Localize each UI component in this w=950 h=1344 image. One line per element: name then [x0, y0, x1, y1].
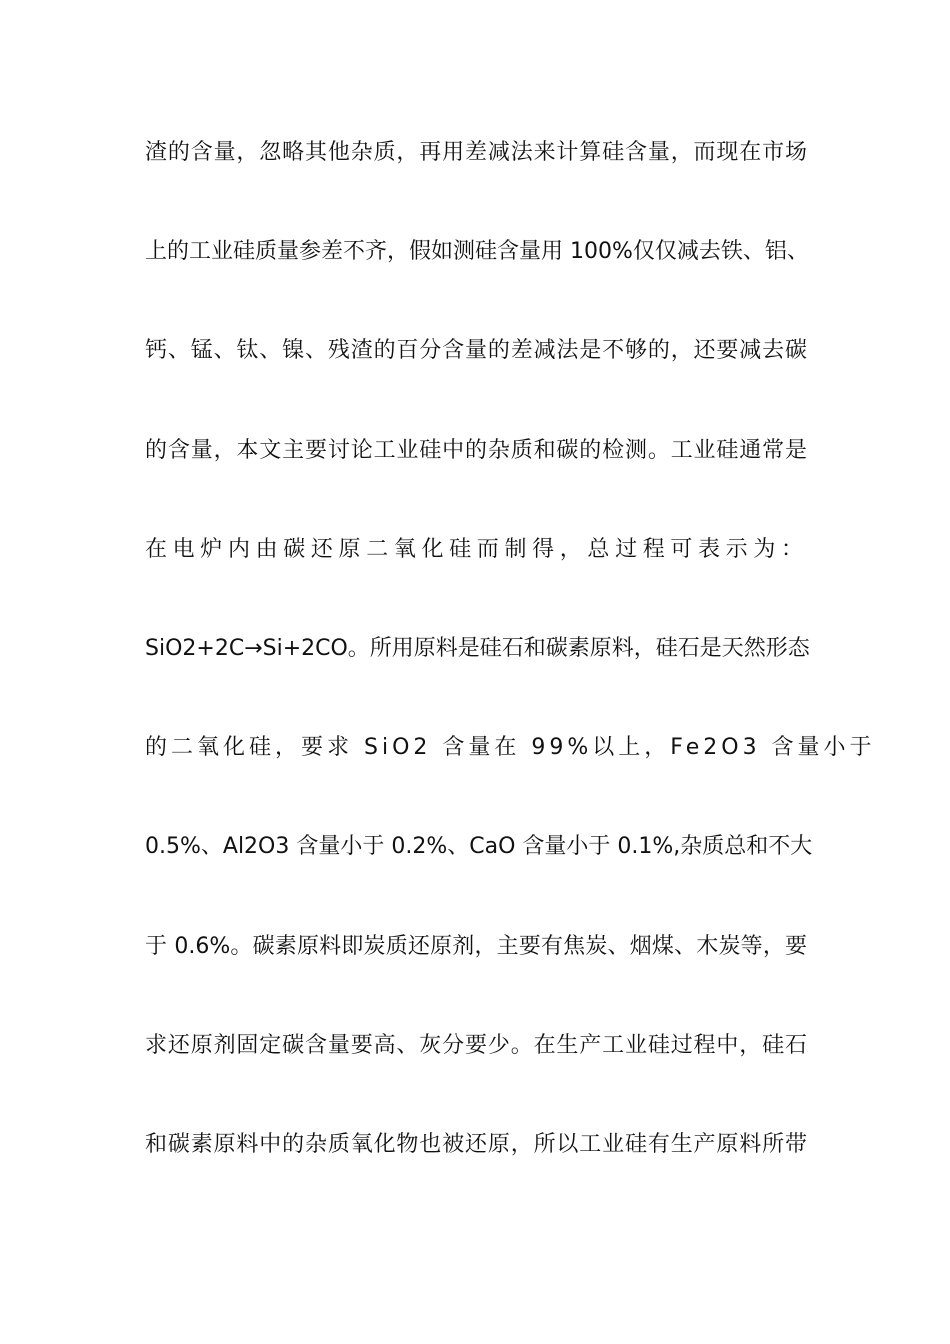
text-line-1: 渣的含量，忽略其他杂质，再用差减法来计算硅含量，而现在市场 [145, 140, 807, 165]
text-line-11: 和碳素原料中的杂质氧化物也被还原，所以工业硅有生产原料所带 [145, 1131, 807, 1157]
text-line-7: 的二氧化硅，要求 SiO2 含量在 99%以上，Fe2O3 含量小于 [145, 735, 876, 761]
text-line-6: SiO2+2C→Si+2CO。所用原料是硅石和碳素原料，硅石是天然形态 [145, 635, 810, 661]
text-line-4: 的含量，本文主要讨论工业硅中的杂质和碳的检测。工业硅通常是 [145, 437, 807, 463]
text-line-3: 钙、锰、钛、镍、残渣的百分含量的差减法是不够的，还要减去碳 [145, 338, 807, 364]
text-line-2: 上的工业硅质量参差不齐，假如测硅含量用 100%仅仅减去铁、铝、 [145, 239, 809, 265]
text-line-9: 于 0.6%。碳素原料即炭质还原剂，主要有焦炭、烟煤、木炭等，要 [145, 933, 807, 959]
text-line-5: 在电炉内由碳还原二氧化硅而制得，总过程可表示为： [145, 536, 807, 562]
text-line-8: 0.5%、Al2O3 含量小于 0.2%、CaO 含量小于 0.1%,杂质总和不大 [145, 834, 813, 860]
text-line-10: 求还原剂固定碳含量要高、灰分要少。在生产工业硅过程中，硅石 [145, 1032, 807, 1058]
body-text [145, 128, 876, 1219]
